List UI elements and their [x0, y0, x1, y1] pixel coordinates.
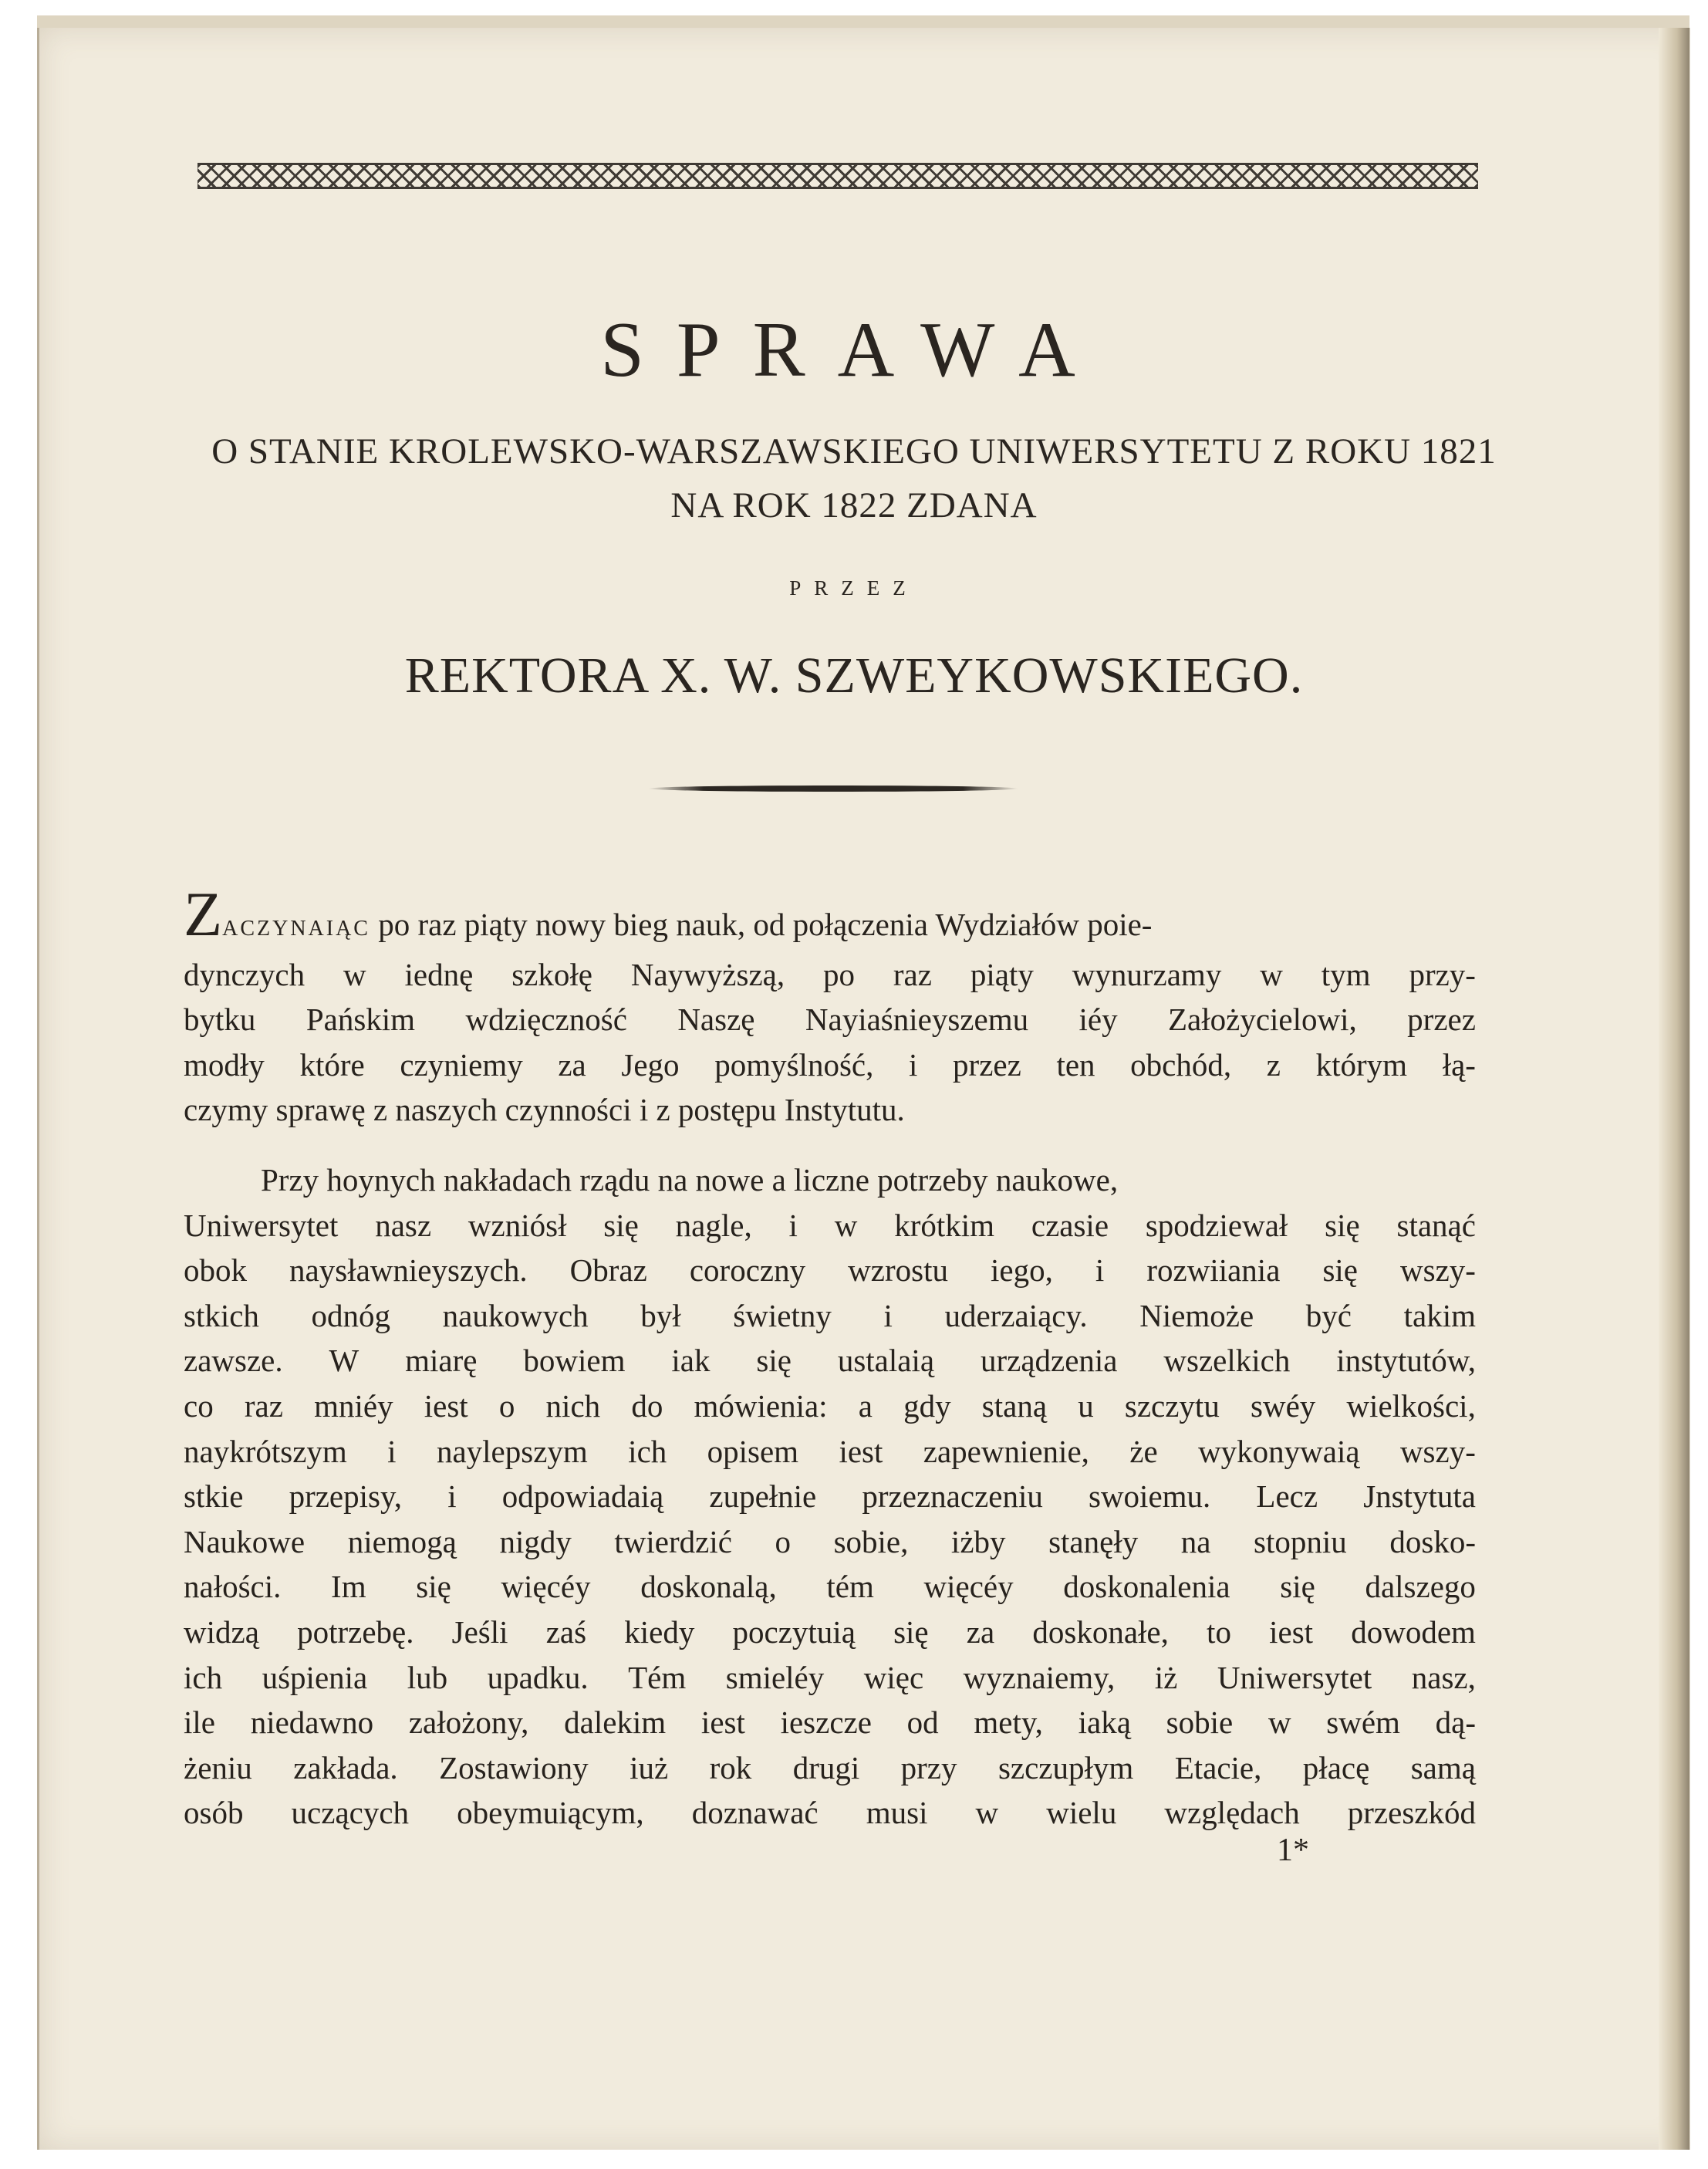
word: żeniu	[184, 1749, 252, 1786]
word: przepisy,	[289, 1478, 403, 1515]
word: założony,	[408, 1704, 529, 1741]
word: ieszcze	[780, 1704, 872, 1741]
word: względach	[1164, 1795, 1300, 1831]
paragraph-line	[184, 1700, 1476, 1745]
word: osób	[184, 1795, 244, 1831]
word: więcéy	[923, 1569, 1014, 1605]
word: w	[975, 1795, 999, 1831]
word: od	[906, 1704, 939, 1741]
word: twierdzić	[614, 1523, 732, 1559]
line-text	[184, 1042, 1476, 1088]
author-line: REKTORA X. W. SZWEYKOWSKIEGO.	[404, 647, 1304, 704]
word: stkie	[184, 1478, 244, 1515]
word: drugi	[792, 1749, 860, 1786]
word: dowodem	[1351, 1613, 1476, 1650]
word: niemogą	[347, 1523, 457, 1559]
paragraph-line	[184, 952, 1476, 998]
word: opisem	[707, 1433, 799, 1469]
word: stopniu	[1254, 1523, 1347, 1559]
word: doznawać	[691, 1795, 819, 1831]
word: bowiem	[523, 1343, 626, 1379]
word: wykonywaią	[1198, 1433, 1360, 1469]
paragraph-line	[184, 1790, 1476, 1836]
word: co	[184, 1387, 214, 1424]
word: iéy	[1078, 1002, 1118, 1038]
word: sobie	[1166, 1704, 1234, 1741]
word: stkich	[184, 1297, 259, 1333]
subtitle-line-1: O STANIE KROLEWSKO-WARSZAWSKIEGO UNIWERSYTETU Z ROKU 1821	[211, 431, 1497, 471]
paragraph-1	[184, 879, 1476, 1133]
paragraph-line	[184, 1248, 1476, 1293]
word: ile	[184, 1704, 215, 1741]
word: naysławnieyszych.	[289, 1252, 528, 1289]
word: i	[883, 1297, 893, 1333]
word: nich	[545, 1387, 601, 1424]
word: obchód,	[1130, 1046, 1232, 1083]
przez-label: PRZEZ	[789, 576, 919, 600]
word: o	[775, 1523, 791, 1559]
line-text	[184, 1338, 1476, 1383]
word: wszy-	[1400, 1252, 1476, 1289]
line-text	[184, 952, 1476, 998]
line-text: Przy hoynych nakładach rządu na nowe a liczne potrzeby naukowe,	[261, 1162, 1119, 1198]
paragraph-line	[184, 1429, 1476, 1475]
word: W	[329, 1343, 359, 1379]
paragraph-line	[184, 879, 1476, 952]
word: urządzenia	[980, 1343, 1118, 1379]
word: mówienia:	[694, 1387, 828, 1424]
word: niedawno	[250, 1704, 374, 1741]
word: wielkości,	[1346, 1387, 1476, 1424]
signature-mark: 1*	[1277, 1833, 1309, 1868]
page-title: SPRAWA	[600, 306, 1108, 394]
word: za	[558, 1046, 586, 1083]
line-text	[184, 1519, 1476, 1565]
word: za	[966, 1613, 995, 1650]
ornamental-border	[197, 163, 1478, 189]
paragraph-line	[184, 1610, 1476, 1655]
paragraph-2	[184, 1157, 1476, 1836]
word: Jego	[621, 1046, 680, 1083]
word: się	[603, 1207, 639, 1243]
word: Obraz	[569, 1252, 647, 1289]
paragraph-line	[184, 1338, 1476, 1383]
word: się	[1322, 1252, 1358, 1289]
word: iżby	[950, 1523, 1006, 1559]
word: wynurzamy	[1072, 956, 1222, 992]
word: u	[1078, 1387, 1094, 1424]
word: iego,	[991, 1252, 1053, 1289]
word: zakłada.	[293, 1749, 398, 1786]
word: czasie	[1031, 1207, 1109, 1243]
word: do	[631, 1387, 663, 1424]
word: smieléy	[725, 1659, 825, 1695]
word: Niemoże	[1139, 1297, 1254, 1333]
word: płacę	[1302, 1749, 1370, 1786]
word: to	[1207, 1613, 1231, 1650]
word: Etacie,	[1174, 1749, 1262, 1786]
word: się	[1325, 1207, 1360, 1243]
word: spodziewał	[1145, 1207, 1288, 1243]
word: iednę	[404, 956, 474, 992]
word: więc	[863, 1659, 924, 1695]
line-text	[184, 1564, 1476, 1610]
word: w	[1260, 956, 1283, 992]
line-text	[184, 1248, 1476, 1293]
paragraph-line	[184, 1157, 1476, 1203]
word: rok	[709, 1749, 752, 1786]
paragraph-line	[184, 997, 1476, 1042]
word: wielu	[1046, 1795, 1117, 1831]
line-text	[184, 1745, 1476, 1791]
word: ustalaią	[837, 1343, 935, 1379]
word: zapewnienie,	[923, 1433, 1089, 1469]
word: lub	[407, 1659, 448, 1695]
word: przeszkód	[1347, 1795, 1476, 1831]
word: mety,	[974, 1704, 1043, 1741]
word: wszy-	[1399, 1433, 1476, 1469]
word: wszelkich	[1163, 1343, 1291, 1379]
word: obeymuiącym,	[457, 1795, 644, 1831]
word: w	[343, 956, 366, 992]
word: nasz	[375, 1207, 432, 1243]
paragraph-line	[184, 1203, 1476, 1248]
word: dalszego	[1365, 1569, 1476, 1605]
word: Naywyższą,	[630, 956, 785, 992]
first-line	[184, 879, 1153, 952]
word: dynczych	[184, 956, 305, 992]
word: Tém	[628, 1659, 687, 1695]
word: swéy	[1251, 1387, 1316, 1424]
paragraph-line	[184, 1087, 1476, 1133]
line-text	[184, 1203, 1476, 1248]
word: nałości.	[184, 1569, 282, 1605]
word: był	[640, 1297, 681, 1333]
word: się	[893, 1613, 929, 1650]
word: naukowych	[442, 1297, 589, 1333]
word: przeznaczeniu	[862, 1478, 1043, 1515]
word: wzniósł	[468, 1207, 567, 1243]
word: i	[909, 1046, 918, 1083]
word: swém	[1326, 1704, 1400, 1741]
word: wyznaiemy,	[963, 1659, 1116, 1695]
word: raz	[244, 1387, 283, 1424]
word: którym	[1315, 1046, 1408, 1083]
word: takim	[1403, 1297, 1476, 1333]
word: poczytuią	[732, 1613, 856, 1650]
word: i	[1095, 1252, 1105, 1289]
word: samą	[1410, 1749, 1476, 1786]
word: uderzaiący.	[944, 1297, 1088, 1333]
word: gdy	[903, 1387, 951, 1424]
word: w	[1267, 1704, 1291, 1741]
word: rozwiiania	[1146, 1252, 1281, 1289]
word: staną	[981, 1387, 1048, 1424]
word: przy-	[1409, 956, 1476, 992]
word: Lecz	[1256, 1478, 1318, 1515]
word: naylepszym	[436, 1433, 588, 1469]
word: uśpienia	[262, 1659, 368, 1695]
paragraph-line	[184, 1474, 1476, 1519]
word: o	[498, 1387, 515, 1424]
word: Nayiaśnieyszemu	[805, 1002, 1029, 1038]
line-text	[184, 1474, 1476, 1519]
word: ich	[184, 1659, 223, 1695]
word: być	[1305, 1297, 1352, 1333]
word: zupełnie	[709, 1478, 817, 1515]
word: upadku.	[487, 1659, 589, 1695]
word: modły	[184, 1046, 265, 1083]
word: zawsze.	[184, 1343, 283, 1379]
line-text	[184, 1383, 1476, 1429]
word: i	[788, 1207, 798, 1243]
word: świetny	[733, 1297, 832, 1333]
small-caps-word: ACZYNAIĄC	[222, 917, 370, 941]
word: Uniwersytet	[1217, 1659, 1372, 1695]
word: się	[756, 1343, 792, 1379]
word: iż	[1154, 1659, 1178, 1695]
word: przez	[953, 1046, 1021, 1083]
page-top-edge	[37, 15, 1689, 29]
paragraph-line	[184, 1042, 1476, 1088]
word: coroczny	[689, 1252, 806, 1289]
paragraph-line	[184, 1745, 1476, 1791]
word: naykrótszym	[184, 1433, 347, 1469]
word: dą-	[1435, 1704, 1476, 1741]
word: się	[416, 1569, 451, 1605]
paragraph-line	[184, 1293, 1476, 1339]
word: sobie,	[833, 1523, 909, 1559]
word: swoiemu.	[1088, 1478, 1211, 1515]
word: a	[858, 1387, 873, 1424]
word: szczytu	[1124, 1387, 1220, 1424]
word: piąty	[970, 956, 1034, 992]
word: Naukowe	[184, 1523, 305, 1559]
word: dosko-	[1389, 1523, 1476, 1559]
word: iak	[671, 1343, 711, 1379]
word: nagle,	[675, 1207, 752, 1243]
line-text: czymy sprawę z naszych czynności i z postępu Instytutu.	[184, 1092, 905, 1128]
word: więcéy	[501, 1569, 591, 1605]
line-text	[184, 1293, 1476, 1339]
word: kiedy	[624, 1613, 695, 1650]
word: szczupłym	[997, 1749, 1134, 1786]
word: ich	[628, 1433, 667, 1469]
word: krótkim	[894, 1207, 995, 1243]
word: czyniemy	[400, 1046, 523, 1083]
line-text	[184, 1700, 1476, 1745]
word: widzą	[184, 1613, 259, 1650]
word: łą-	[1442, 1046, 1476, 1083]
word: i	[387, 1433, 397, 1469]
word: raz	[893, 956, 932, 992]
word: szkołę	[511, 956, 592, 992]
paragraph-line	[184, 1519, 1476, 1565]
word: nasz,	[1411, 1659, 1476, 1695]
line-text	[184, 1610, 1476, 1655]
word: musi	[866, 1795, 928, 1831]
word: doskonałe,	[1032, 1613, 1169, 1650]
word: iest	[1269, 1613, 1314, 1650]
line-text	[184, 1655, 1476, 1701]
word: doskonalenia	[1063, 1569, 1230, 1605]
word: odnóg	[311, 1297, 391, 1333]
word: instytutów,	[1336, 1343, 1476, 1379]
word: nigdy	[499, 1523, 572, 1559]
word: z	[1266, 1046, 1281, 1083]
word: przy	[900, 1749, 957, 1786]
word: obok	[184, 1252, 247, 1289]
drop-cap: Z	[184, 879, 223, 949]
word: Uniwersytet	[184, 1207, 339, 1243]
word: w	[834, 1207, 858, 1243]
word: odpowiadaią	[501, 1478, 664, 1515]
word: i	[447, 1478, 457, 1515]
line-text	[184, 1429, 1476, 1475]
word: uczących	[291, 1795, 410, 1831]
word: dalekim	[564, 1704, 667, 1741]
word: ten	[1056, 1046, 1095, 1083]
line-text	[184, 1790, 1476, 1836]
word: iest	[424, 1387, 468, 1424]
word: wdzięczność	[465, 1002, 627, 1038]
word: Zostawiony	[439, 1749, 589, 1786]
word: bytku	[184, 1002, 256, 1038]
word: Założycielowi,	[1168, 1002, 1357, 1038]
word: się	[1280, 1569, 1315, 1605]
word: na	[1180, 1523, 1211, 1559]
word: Im	[331, 1569, 366, 1605]
word: iuż	[630, 1749, 669, 1786]
word: iest	[839, 1433, 883, 1469]
line-text	[184, 997, 1476, 1042]
subtitle-line-2: NA ROK 1822 ZDANA	[670, 485, 1038, 525]
word: przez	[1407, 1002, 1476, 1038]
word: doskonalą,	[640, 1569, 777, 1605]
word: że	[1129, 1433, 1158, 1469]
word: które	[299, 1046, 365, 1083]
word: mniéy	[314, 1387, 393, 1424]
word: iest	[700, 1704, 745, 1741]
word: miarę	[405, 1343, 478, 1379]
first-line-rest: po raz piąty nowy bieg nauk, od połączenia Wydziałów poie-	[370, 907, 1153, 942]
word: potrzebę.	[297, 1613, 414, 1650]
word: wzrostu	[848, 1252, 948, 1289]
word: stanąć	[1396, 1207, 1476, 1243]
paragraph-line	[184, 1383, 1476, 1429]
word: tém	[826, 1569, 874, 1605]
word: po	[823, 956, 855, 992]
word: iaką	[1078, 1704, 1131, 1741]
word: Jnstytuta	[1363, 1478, 1476, 1515]
word: pomyślność,	[714, 1046, 874, 1083]
word: zaś	[545, 1613, 587, 1650]
word: Naszę	[677, 1002, 755, 1038]
word: Pańskim	[305, 1002, 416, 1038]
word: Jeśli	[451, 1613, 508, 1650]
word: stanęły	[1048, 1523, 1139, 1559]
paragraph-line	[184, 1655, 1476, 1701]
decorative-rule	[648, 786, 1018, 792]
paragraph-line	[184, 1564, 1476, 1610]
word: tym	[1321, 956, 1371, 992]
